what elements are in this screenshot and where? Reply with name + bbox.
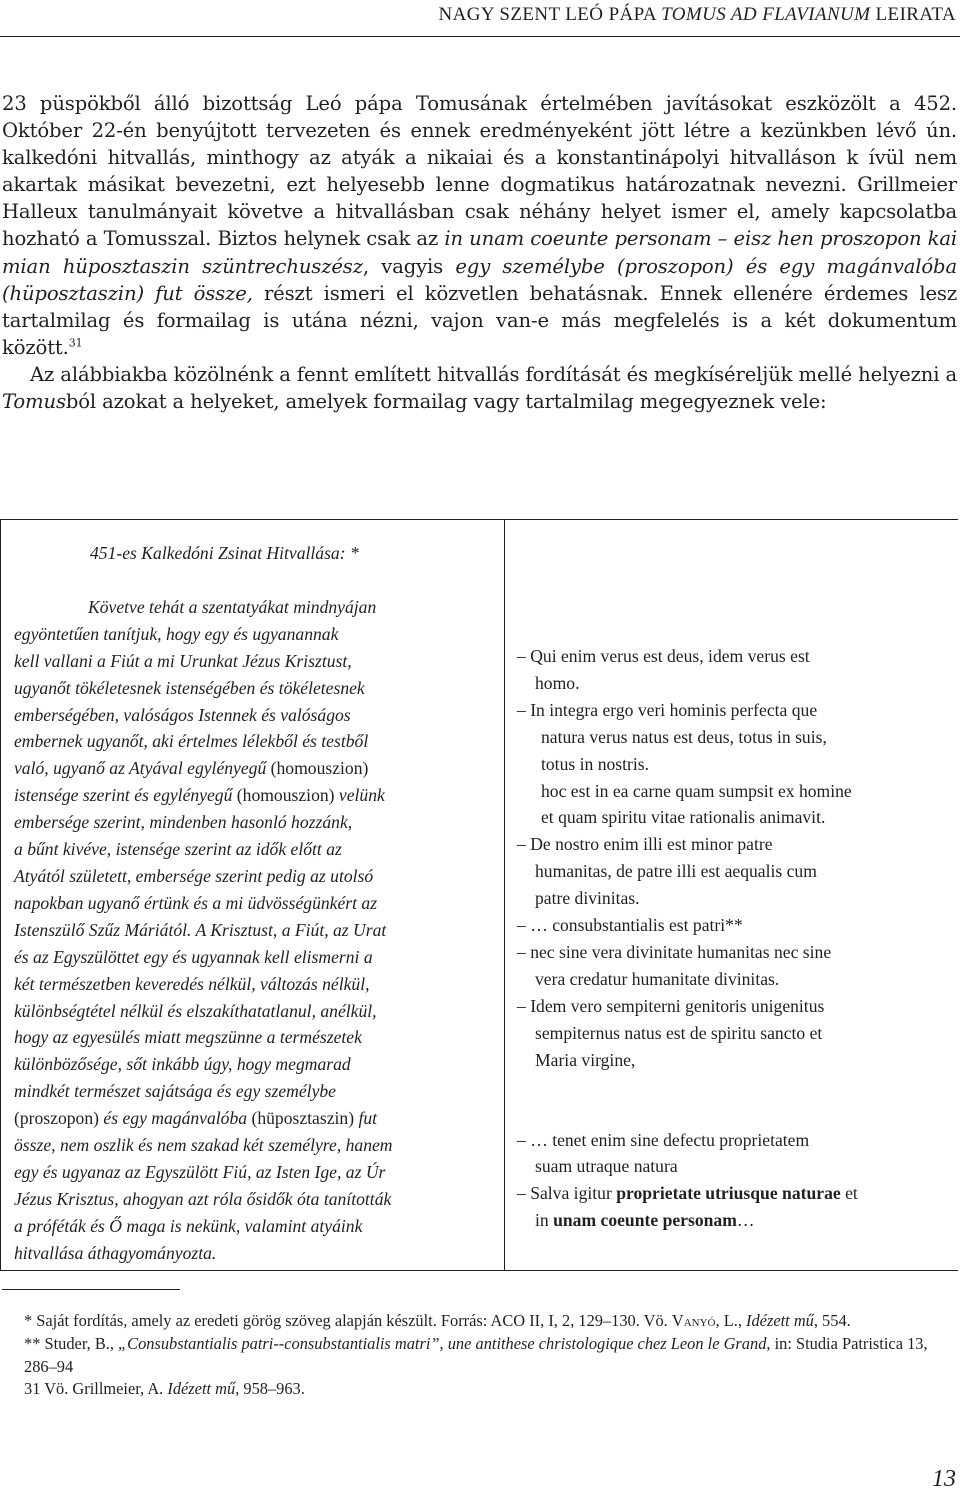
tomus-line: Maria virgine, <box>535 1049 636 1070</box>
tomus-line: – De nostro enim illi est minor patre <box>517 834 773 855</box>
tomus-line <box>517 1207 957 1234</box>
tomus-fragment: et <box>840 1183 858 1204</box>
creed-line: egy és ugyanaz az Egyszülött Fiú, az Isten Ige, az Úr <box>14 1161 386 1182</box>
tomus-line: natura verus natus est deus, totus in suis, <box>541 726 827 747</box>
tomus-line: homo. <box>535 672 580 693</box>
running-header <box>438 4 956 26</box>
creed-line: Istenszülő Szűz Máriától. A Krisztust, a Fiút, az Urat <box>14 919 387 940</box>
creed-line: embernek ugyanőt, aki értelmes lélekből és testből <box>14 731 369 752</box>
footnote-fragment: 31 Vö. Grillmeier, A. <box>24 1379 168 1399</box>
creed-fragment: fut <box>354 1108 378 1129</box>
tomus-fragment: in <box>535 1210 554 1231</box>
creed-line: napokban ugyanő értünk és a mi üdvösségünkért az <box>14 892 378 913</box>
paragraph-2 <box>2 361 957 415</box>
page-number: 13 <box>932 1466 956 1492</box>
paragraph-1 <box>2 90 957 361</box>
footnote-31 <box>2 1378 957 1401</box>
footnote-fragment: Idézett mű <box>167 1379 236 1399</box>
creed-fragment: istensége szerint és egylényegű <box>14 785 237 806</box>
tomus-line: sempiternus natus est de spiritu sancto et <box>535 1022 823 1043</box>
creed-title: 451-es Kalkedóni Zsinat Hitvallása: * <box>90 543 359 563</box>
creed-column <box>14 540 494 1267</box>
creed-line: Követve tehát a szentatyákat mindnyájan <box>88 596 377 617</box>
footnote-fragment: , 554. <box>813 1311 851 1330</box>
tomus-line: et quam spiritu vitae rationalis animavit. <box>541 807 826 828</box>
creed-line: és az Egyszülöttet egy és ugyannak kell elismerni a <box>14 946 373 967</box>
creed-fragment: (proszopon) <box>14 1108 100 1129</box>
p1-italic-b: egy személybe (proszopon) és egy magánvalóba (hüposztaszin) fut össze, <box>2 254 957 305</box>
creed-line: hitvallása áthagyományozta. <box>14 1242 217 1263</box>
tomus-line: vera credatur humanitate divinitas. <box>535 968 780 989</box>
tomus-column <box>517 643 957 1234</box>
spacer <box>517 1074 957 1127</box>
tomus-line: hoc est in ea carne quam sumpsit ex homine <box>541 780 852 801</box>
header-suffix: LEIRATA <box>870 4 956 25</box>
tomus-fragment: … <box>736 1210 755 1231</box>
p1-italic-a: in unam coeunte personam – eisz hen proszopon kai mian hüposztaszin szüntrechuszész <box>2 227 958 278</box>
creed-line: két természetben keveredés nélkül, változás nélkül, <box>14 973 370 994</box>
footnote-fragment: , L., <box>715 1311 747 1330</box>
tomus-bold-fragment: unam coeunte personam <box>553 1210 737 1231</box>
creed-line: embersége szerint, mindenben hasonló hozzánk, <box>14 812 353 833</box>
tomus-line: totus in nostris. <box>541 753 650 774</box>
footnote-rule <box>2 1289 180 1290</box>
footnote-double-star <box>2 1333 957 1379</box>
header-rule <box>0 36 960 37</box>
p2-text-b: ból azokat a helyeket, amelyek formailag vagy tartalmilag megegyeznek vele: <box>65 390 827 414</box>
footnote-fragment: „Consubstantialis patri--consubstantialis matri”, une antithese christologique chez Leon le Grand <box>118 1333 767 1353</box>
p1-text-b: , vagyis <box>362 254 456 278</box>
creed-line: össze, nem oszlik és nem szakad két személyre, hanem <box>14 1135 393 1156</box>
creed-line: emberségében, valóságos Istennek és valóságos <box>14 704 351 725</box>
creed-line: hogy az egyesülés miatt megszünne a természetek <box>14 1027 362 1048</box>
creed-line: kell vallani a Fiút a mi Urunkat Jézus Krisztust, <box>14 650 352 671</box>
footnote-fragment: Idézett mű <box>746 1311 814 1330</box>
footnote-fragment: , 958–963. <box>235 1379 305 1399</box>
footnote-fragment: ** Studer, B., <box>24 1333 119 1353</box>
tomus-line: – … consubstantialis est patri** <box>517 915 743 936</box>
creed-line: a próféták és Ő maga is nekünk, valamint atyáink <box>14 1215 363 1236</box>
p2-text-a: Az alábbiakba közölnénk a fennt említett hitvallás fordítását és megkíséreljük mellé helyezni a <box>30 362 957 386</box>
footnote-fragment: Vanyó <box>671 1311 716 1330</box>
table-column-divider <box>504 520 505 1270</box>
tomus-fragment: – Salva igitur <box>517 1183 617 1204</box>
tomus-line <box>517 1180 957 1207</box>
comparison-table <box>0 519 958 1271</box>
tomus-line: – Idem vero sempiterni genitoris unigenitus <box>517 995 825 1016</box>
tomus-line: suam utraque natura <box>535 1156 678 1177</box>
p1-text-c: részt ismeri el közvetlen behatásnak. Ennek ellenére érdemes lesz tartalmilag és formailag is utána nézni, vajon van-e más megfelelés is a két dokumentum között. <box>2 281 957 359</box>
header-title-italic: TOMUS AD FLAVIANUM <box>661 4 871 25</box>
creed-fragment: (homouszion) <box>236 785 335 806</box>
creed-fragment: (homouszion) <box>270 758 369 779</box>
footnote-star <box>2 1310 957 1333</box>
creed-fragment: velünk <box>334 785 385 806</box>
creed-line: Atyától született, embersége szerint pedig az utolsó <box>14 865 374 886</box>
footnote-fragment: * Saját fordítás, amely az eredeti görög szöveg alapján készült. Forrás: ACO II, I, 2, 129–130. Vö. <box>24 1311 672 1330</box>
tomus-bold-fragment: proprietate utriusque naturae <box>616 1183 841 1204</box>
p2-italic: Tomus <box>2 390 66 414</box>
creed-line: különbségtétel nélkül és elszakíthatatlanul, anélkül, <box>14 1000 377 1021</box>
table-left-border <box>0 520 1 1270</box>
p1-text-a: 23 püspökből álló bizottság Leó pápa Tomusának értelmében javításokat eszközölt a 452. Október 22-én benyújtott tervezeten és ennek eredményeként jött létre a kezünkben lévő ún. kalkedóni hitvallás, minthogy az atyák a nikaiai és a konstantinápolyi hitvalláson k ívül nem akartak másikat bevezetni, ezt helyesebb lenne dogmatikus határozatnak nevezni. Grillmeier Halleux tanulmányait követve a hitvallásban csak néhány helyet ismer el, amely kapcsolatba hozható a Tomusszal. Biztos helynek csak az <box>2 92 957 251</box>
creed-line: egyöntetűen tanítjuk, hogy egy és ugyanannak <box>14 623 339 644</box>
creed-line <box>14 755 494 782</box>
footnote-fragment: , in: Studia Patristica 13, 286–94 <box>24 1333 928 1376</box>
creed-line: a bűnt kivéve, istensége szerint az idők előtt az <box>14 839 342 860</box>
creed-line: Jézus Krisztus, ahogyan azt róla ősidők óta tanították <box>14 1188 392 1209</box>
creed-line: ugyanőt tökéletesnek istenségében és tökéletesnek <box>14 677 365 698</box>
tomus-line: – In integra ergo veri hominis perfecta que <box>517 699 818 720</box>
footnotes <box>2 1310 957 1401</box>
creed-line <box>14 782 494 809</box>
tomus-line: – Qui enim verus est deus, idem verus est <box>517 646 810 666</box>
creed-line <box>14 1105 494 1132</box>
creed-fragment: és egy magánvalóba <box>99 1108 252 1129</box>
creed-line: mindkét természet sajátsága és egy személybe <box>14 1081 336 1102</box>
header-prefix: NAGY SZENT LEÓ PÁPA <box>438 4 662 25</box>
tomus-line: – … tenet enim sine defectu proprietatem <box>517 1129 810 1150</box>
creed-fragment: való, ugyanő az Atyával egylényegű <box>14 758 271 779</box>
creed-line: különbözősége, sőt inkább úgy, hogy megmarad <box>14 1054 351 1075</box>
tomus-line: humanitas, de patre illi est aequalis cum <box>535 861 817 882</box>
tomus-line: – nec sine vera divinitate humanitas nec sine <box>517 941 832 962</box>
body-text <box>2 90 957 415</box>
tomus-line: patre divinitas. <box>535 888 640 909</box>
footnote-ref-31[interactable]: 31 <box>68 336 83 350</box>
creed-fragment: (hüposztaszin) <box>251 1108 355 1129</box>
